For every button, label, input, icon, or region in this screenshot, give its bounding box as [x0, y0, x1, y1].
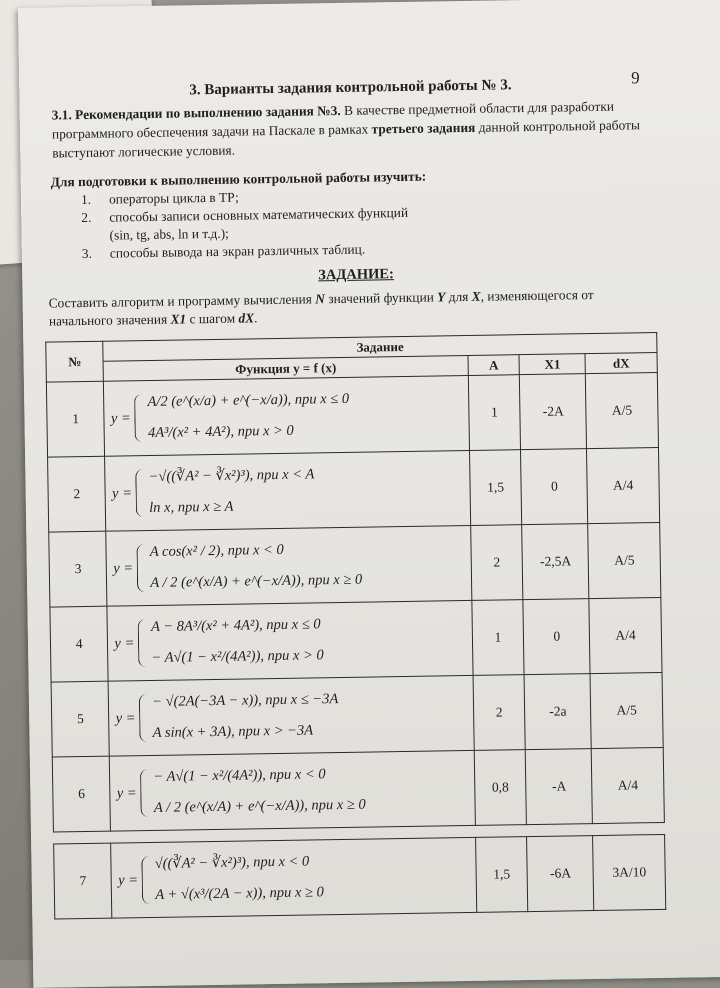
- formula-case: 4A³/(x² + 4A²), при x > 0: [147, 422, 294, 442]
- task-text-part: с шагом: [186, 310, 239, 327]
- variant-rows: [46, 373, 665, 920]
- value-a: 2: [470, 525, 523, 601]
- formula-case: − √(2A(−3A − x)), при x ≤ −3A: [152, 691, 339, 710]
- table-row: [49, 522, 661, 607]
- recommendation-paragraph: [52, 96, 653, 162]
- table-row: [50, 597, 662, 682]
- header-x1: X1: [519, 354, 585, 375]
- recommendation-text-1: В качестве предметной области для разработки программного обеспечения задачи на Паскале в рамках: [51, 98, 615, 142]
- value-a: 0,8: [474, 750, 527, 826]
- brace-icon: [138, 619, 149, 667]
- brace-icon: [139, 694, 150, 742]
- list-item-number: 1.: [80, 191, 92, 208]
- formula-case: √((∛A² − ∛x²)³), при x < 0: [154, 853, 310, 872]
- value-dx: A/5: [586, 373, 659, 449]
- formula-cases: [150, 541, 363, 592]
- value-x1: -A: [526, 749, 593, 825]
- variant-number: 6: [52, 756, 111, 832]
- value-dx: A/5: [588, 522, 661, 598]
- task-var-x: X: [471, 288, 481, 304]
- value-a: 1: [472, 600, 525, 676]
- value-dx: 3A/10: [593, 834, 666, 910]
- list-item-text: способы вывода на экран различных таблиц.: [109, 241, 366, 261]
- value-x1: -2a: [524, 674, 591, 750]
- variant-number: 5: [51, 681, 110, 757]
- value-x1: 0: [523, 599, 590, 675]
- task-var-n: N: [315, 291, 326, 307]
- document-page: [18, 0, 720, 988]
- table-row: [54, 834, 666, 919]
- formula-cases: [152, 691, 339, 742]
- formula-lhs: y =: [110, 409, 131, 427]
- header-task-group: Задание: [103, 333, 657, 362]
- table-row: [51, 672, 663, 757]
- formula-lhs: y =: [113, 559, 134, 577]
- formula-case: A / 2 (e^(x/A) + e^(−x/A)), при x ≥ 0: [153, 796, 366, 816]
- function-cell: [109, 675, 474, 756]
- formula-case: −√((∛A² − ∛x²)³), при x < A: [148, 466, 315, 486]
- formula-lhs: y =: [111, 484, 133, 502]
- task-var-y: Y: [437, 289, 446, 305]
- task-var-x1: X1: [170, 311, 187, 327]
- task-text-part: Составить алгоритм и программу вычисления: [48, 291, 316, 311]
- table-row: [48, 447, 660, 532]
- formula-lhs: y =: [114, 634, 135, 652]
- task-var-dx: dX: [238, 310, 255, 326]
- piecewise-formula: [115, 689, 467, 743]
- brace-icon: [140, 769, 151, 817]
- function-cell: [111, 837, 476, 918]
- function-cell: [105, 450, 470, 531]
- recommendation-lead: 3.1. Рекомендации по выполнению задания №3.: [51, 102, 341, 123]
- formula-cases: [153, 766, 366, 817]
- value-x1: -2,5A: [522, 524, 589, 600]
- task-text-part: .: [253, 310, 258, 326]
- function-cell: [107, 600, 472, 681]
- formula-lhs: y =: [115, 709, 136, 727]
- piecewise-formula: [113, 539, 465, 593]
- piecewise-formula: [112, 464, 464, 518]
- task-text-part: для: [445, 288, 472, 305]
- brace-icon: [134, 394, 145, 442]
- value-dx: A/4: [587, 447, 660, 523]
- variant-number: 1: [46, 381, 105, 457]
- task-heading: ЗАДАНИЕ:: [318, 266, 394, 284]
- formula-case: A sin(x + 3A), при x > −3A: [152, 722, 314, 741]
- list-item-number: 2.: [81, 209, 92, 226]
- value-a: 1,5: [469, 450, 522, 526]
- value-dx: A/5: [590, 672, 663, 748]
- list-item: [82, 240, 409, 263]
- value-a: 1,5: [475, 837, 528, 913]
- value-a: 1: [468, 375, 521, 451]
- task-text-part: значений функции: [324, 289, 438, 307]
- variants-table: [45, 332, 666, 920]
- value-dx: A/4: [591, 747, 664, 823]
- function-cell: [104, 375, 469, 456]
- header-function: Функция y = f (x): [104, 355, 468, 381]
- section-title: 3. Варианты задания контрольной работы № 3.: [189, 77, 512, 99]
- recommendation-text-2: данной контрольной работы выступают логические условия.: [52, 117, 640, 161]
- value-a: 2: [473, 675, 526, 751]
- value-x1: 0: [521, 449, 588, 525]
- formula-case: ln x, при x ≥ A: [149, 498, 234, 517]
- table-row: [46, 373, 658, 458]
- function-cell: [110, 750, 475, 831]
- piecewise-formula: [111, 389, 463, 443]
- preparation-heading: Для подготовки к выполнению контрольной работы изучить:: [50, 168, 427, 190]
- brace-icon: [136, 469, 147, 517]
- header-a: A: [468, 355, 520, 376]
- formula-lhs: y =: [118, 871, 139, 889]
- function-cell: [106, 525, 471, 606]
- formula-case: A/2 (e^(x/a) + e^(−x/a)), при x ≤ 0: [147, 390, 350, 411]
- piecewise-formula: [116, 764, 468, 818]
- formula-case: A + √(x³/(2A − x)), при x ≥ 0: [155, 884, 324, 903]
- recommendation-highlight: третьего задания: [371, 119, 476, 137]
- variant-number: 2: [48, 456, 107, 532]
- table-row: [52, 747, 664, 832]
- list-item-number: 3.: [81, 245, 93, 262]
- piecewise-formula: [118, 851, 470, 905]
- variant-number: 7: [54, 843, 113, 919]
- variant-number: 3: [49, 531, 108, 607]
- value-x1: -2A: [520, 374, 587, 450]
- brace-icon: [142, 856, 153, 904]
- value-x1: -6A: [527, 836, 594, 912]
- task-description: [49, 285, 659, 331]
- piecewise-formula: [114, 614, 466, 668]
- page-number: 9: [631, 68, 640, 88]
- formula-case: A / 2 (e^(x/A) + e^(−x/A)), при x ≥ 0: [150, 571, 363, 591]
- formula-cases: [149, 466, 315, 517]
- formula-cases: [147, 391, 349, 442]
- list-item-text: способы записи основных математических функций: [109, 204, 409, 225]
- formula-cases: [155, 853, 324, 904]
- value-dx: A/4: [589, 597, 662, 673]
- formula-cases: [151, 616, 324, 667]
- header-num: №: [46, 341, 104, 382]
- formula-case: − A√(1 − x²/(4A²)), при x < 0: [153, 766, 326, 785]
- formula-case: A cos(x² / 2), при x < 0: [149, 541, 284, 560]
- study-list: [81, 186, 409, 263]
- formula-case: − A√(1 − x²/(4A²)), при x > 0: [151, 647, 324, 666]
- task-text-part: , изменяющегося от начального значения: [48, 286, 594, 329]
- brace-icon: [137, 544, 148, 592]
- list-item-text: операторы цикла в ТР;: [108, 189, 239, 207]
- header-dx: dX: [585, 353, 657, 374]
- list-item-subtext: (sin, tg, abs, ln и т.д.);: [109, 225, 229, 243]
- variant-number: 4: [50, 606, 109, 682]
- formula-case: A − 8A³/(x² + 4A²), при x ≤ 0: [150, 616, 321, 635]
- formula-lhs: y =: [116, 784, 137, 802]
